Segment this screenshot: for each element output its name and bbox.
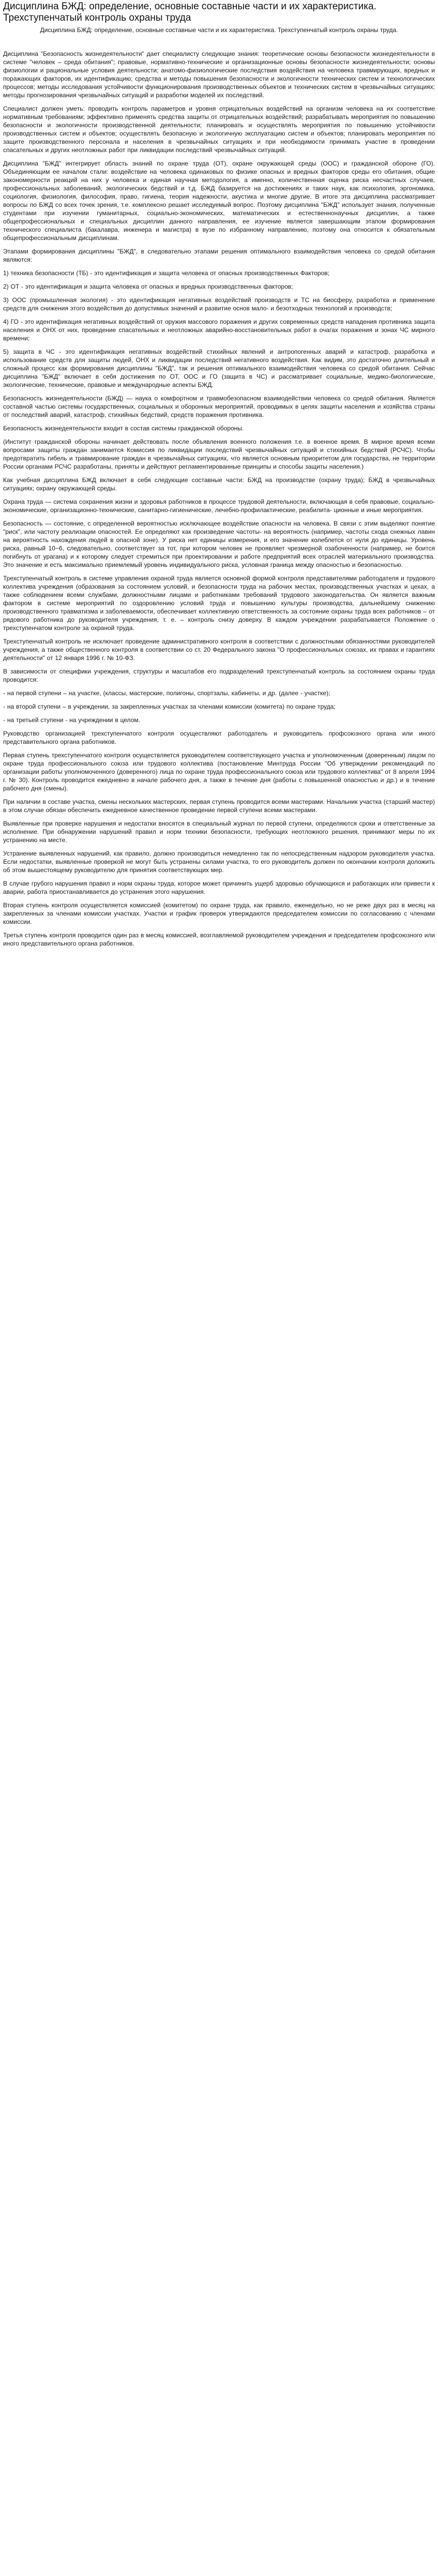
article-paragraph: При наличии в составе участка, смены нескольких мастерских, первая ступень проводится всеми мастерами. Начальник участка (старший мастер) в этом случае обязан обеспечить ежедневное качественное проведение первой ступени всеми мастерами. (3, 798, 435, 814)
article-paragraph: Вторая ступень контроля осуществляется комиссией (комитетом) по охране труда, как правило, еженедельно, но не реже двух раз в месяц на закрепленных за членами комиссии участках. Участки и график проверок утверждаются председателем комиссии по согласованию с членами комиссии. (3, 902, 435, 925)
article-body (3, 50, 435, 948)
article-paragraph: Охрана труда — система сохранения жизни и здоровья работников в процессе трудовой деятельности, включающая в себя правовые, социально-экономические, организационно-технические, санитарно-гигиенические, лечебно-профилактические, реабилита- ционные и иные мероприятия. (3, 498, 435, 514)
article-paragraph: 4) ГО - это идентификация негативных воздействий от оружия массового поражения и других современных средств нападения противника защита населения и ОНХ от них, проведение спасательных и неотложных аварийно-восстановительных работ в очагах поражения и зонах ЧС мирного времени; (3, 318, 435, 342)
article-paragraph: Специалист должен уметь: проводить контроль параметров и уровня отрицательных воздействий на организм человека на их соответствие нормативным требованиям; эффективно применять средства защиты от отрицательных воздействий; разрабатывать мероприятия по повышению безопасности и экологичности производственной деятельности; планировать и осуществлять мероприятия по повышению устойчивости производственных систем и объектов; осуществлять безопасную и экологичную эксплуатацию систем и объектов; планировать мероприятия по защите производственного персонала и населения в чрезвычайных ситуациях и при необходимости принимать участие в проведении спасательных и других неотложных работ при ликвидации последствий чрезвычайных ситуаций. (3, 105, 435, 154)
article-paragraph: - на первой ступени – на участке, (классы, мастерские, полигоны, спортзалы, кабинеты, и др. (далее - участке); (3, 690, 330, 697)
article-paragraph: Этапами формирования дисциплины "БЖД", в следовательно этапами решения оптимального взаимодействия человека со средой обитания являются: (3, 248, 435, 263)
article-paragraph: Выявленные при проверке нарушения и недостатки вносятся в специальный журнал по первой ступени, определяются сроки и ответственные за исполнение. При обнаружении нарушений правил и норм техники безопасности, требующих неотложного решения, принимают меры по их устранению на месте. (3, 820, 435, 844)
article-paragraph: Первая ступень трехступенчатого контроля осуществляется руководителем соответствующего участка и уполномоченным (доверенным) лицом по охране труда профессионального союза или трудового коллектива (постановление Минтруда России "Об утверждении рекомендаций по организации работы уполномоченного (доверенного) лица по охране труда профессионального союза или трудового коллектива" от 8 апреля 1994 г. № 30). Контроль проводится ежедневно в начале рабочего дня, а также в течение дня (работы с повышенной опасностью и др.) и в течение рабочего дня (смены). (3, 752, 435, 792)
article-paragraph: Третья ступень контроля проводится один раз в месяц комиссией, возглавляемой руководителем учреждения и председателем профсоюзного или иного представительного органа работников. (3, 932, 435, 947)
article-paragraph: Устранение выявленных нарушений, как правило, должно производиться немедленно так по непосредственным надзором руководителя участка. Если недостатки, выявленные проверкой не могут быть устранены силами участка, то его руководитель должен по окончании контроля доложить об этом вышестоящему руководителю для принятия соответствующих мер. (3, 850, 435, 874)
article-paragraph: 3) ООС (промышленная экология) - это идентификация негативных воздействий производств и ТС на биосферу, разработка и применение средств для снижения этого воздействия до допустимых значений и развитие основ мало- и безотходных технологий и производств; (3, 296, 435, 312)
article-subtitle: Дисциплина БЖД: определение, основные составные части и их характеристика. Трехступенчатый контроль охраны труда. (40, 26, 398, 34)
article-paragraph: - на третьей ступени - на учреждении в целом. (3, 716, 140, 724)
article-paragraph: Дисциплина "БЖД" интегрирует область знаний по охране труда (ОТ), охране окружающей среды (ООС) и гражданской обороне (ГО). Объединяющим ее началом стали: воздействие на человека одинаковых по физике опасных и вредных факторов среды его обитания, общие закономерности реакций на них у человека и единая научная методология, а именно, количественная оценка риска несчастных случаев, профессиональных заболеваний, экологических бедствий и т.д. БЖД базируется на достижениях и таких наук, как психология, эргономика, социология, физиология, философия, право, гигиена, теория надежности, акустика и многие другие. В итоге эта дисциплина рассматривает вопросы по БЖД со всех точек зрения, т.е. комплексно решает исследуемый вопрос. Поэтому дисциплина "БЖД" использует знания, полученные студентами при изучении гуманитарных, социально-экономических, математических и естественнонаучных дисциплин, а также общепрофессиональных и специальных дисциплин данного направления, ее изучение является завершающим этапом формирования технического специалиста (бакалавра, инженера и магистра) в вузе по избранному направлению, поэтому она относится к обязательным общепрофессиональным дисциплинам. (3, 160, 435, 242)
article-paragraph: 1) техника безопасности (ТБ) - это идентификация и защита человека от опасных производственных Факторов; (3, 269, 329, 277)
article-paragraph: В случае грубого нарушения правил и норм охраны труда, которое может причинить ущерб здоровью обучающихся и работающих или привести к аварии, работа приостанавливается до устранения этого нарушения. (3, 880, 435, 895)
article-paragraph: - на второй ступени – в учреждении, за закрепленных участках за членами комиссии (комитета) по охране труда; (3, 703, 336, 710)
article-paragraph: 2) ОТ - это идентификация и защита человека от опасных и вредных производственных факторов; (3, 283, 293, 290)
article-paragraph: 5) защита в ЧС - это идентификация негативных воздействий стихийных явлений и антропогенных аварий и катастроф, разработка и использование средств для защиты людей, ОНХ и ликвидации последствий негативного воздействия. Как видим, это достаточно длительный и сложный процесс как формирования дисциплины "БЖД", так и решения оптимального взаимодействия человека со средой обитания. Сейчас дисциплина "БЖД" включает в себя достижения по ОТ, ООС и ГО (защита в ЧС) и рассматривает социальные, медико-биологические, экологические, технические, правовые и международные аспекты БЖД. (3, 348, 435, 388)
article-paragraph: В зависимости от специфики учреждения, структуры и масштабов его подразделений трехступенчатый контроль за состоянием охраны труда проводится: (3, 668, 435, 683)
article-paragraph: Безопасность — состояние, с определенной вероятностью исключающее воздействие опасности на человека. В связи с этим выделяют понятие "риск", или частоту реализации опасностей. Ее определяют как произведение частоты- на вероятность (например, частоты схода снежных лавин на вероятность нахождения людей в опасной зоне). У риска нет единицы измерения, и его значение колеблется от нуля до единицы. Уровень риска, равный 10−6, следовательно, соответствует за тот, при котором человек не проявляет чрезмерной озабоченности (например, не боится погибнуть от урагана) и к которому следует стремиться при проектировании и работе предприятий всех отраслей материального производства. Это значение и есть максимально приемлемый уровень индивидуального риска, условная граница между опасностью и безопасностью. (3, 520, 435, 568)
article-paragraph: Дисциплина "Безопасность жизнедеятельности" дает специалисту следующие знания: теоретические основы безопасности жизнедеятельности в системе "человек – среда обитания"; правовые, нормативно-технические и организационные основы безопасности жизнедеятельности; основы физиологии и рациональные условия деятельности; анатомо-физиологические последствия воздействия на человека травмирующих, вредных и поражающих факторов, их идентификацию; средства и методы повышения безопасности и экологичности технических систем и технологических процессов; методы исследования устойчивости функционирования производственных объектов и технических систем в чрезвычайных ситуациях; методы прогнозирования чрезвычайных ситуаций и разработки моделей их последствий. (3, 50, 435, 99)
article-paragraph: Как учебная дисциплина БЖД включает в себя следующие составные части: БЖД на производстве (охрану труда); БЖД в чрезвычайных ситуациях; охрану окружающей среды. (3, 476, 435, 492)
article-paragraph: Безопасность жизнедеятельности (БЖД) — наука о комфортном и травмобезопасном взаимодействии человека со средой обитания. Является составной частью системы государственных, социальных и оборонных мероприятий, проводимых в целях защиты населения и хозяйства страны от последствий аварий, катастроф, стихийных бедствий, средств поражения противника. (3, 395, 435, 418)
article-paragraph: Трехступенчатый контроль в системе управления охраной труда является основной формой контроля представителями работодателя и трудового коллектива учреждения (образования за состоянием условий, и безопасности труда на рабочих местах, производственных участках и цехах, а также соблюдением всеми службами, должностными лицами и работниками требований трудового законодательства. Он является важным фактором в системе мероприятий по оздоровлению условий труда и повышению культуры производства, дальнейшему снижению производственного травматизма и заболеваемости, обеспечивает коллективную ответственность за состояние охраны труда всех работников – от рядового работника до руководителя учреждения, т. е. – контроль снизу доверху. В каждом учреждении разрабатывается Положение о трехступенчатом контроле за охраной труда. (3, 575, 435, 632)
article-paragraph: Безопасность жизнедеятельности входит в состав системы гражданской обороны. (3, 425, 244, 432)
article-page (0, 0, 438, 963)
article-title: Дисциплина БЖД: определение, основные составные части и их характеристика. Трехступенчатый контроль охраны труда (3, 1, 376, 23)
article-paragraph: Руководство организацией трехступенчатого контроля осуществляют работодатель и руководитель профсоюзного органа или иного представительного органа работников. (3, 730, 435, 745)
article-paragraph: (Институт гражданской обороны начинает действовать после объявления военного положения т.е. в военное время. В мирное время всеми вопросами защиты граждан занимается Комиссия по ликвидации последствий чрезвычайных ситуаций и стихийных бедствий (РСЧС). Чтобы предотвратить гибель и травмирование граждан в чрезвычайных ситуациях, что является основным приоритетом для государства, не территории России органами РСЧС разработаны, приняты и действуют регламентированные принципы и способы защиты населения.) (3, 438, 435, 470)
article-paragraph: Трехступенчатый контроль не исключает проведение административного контроля в соответствии с должностными обязанностями руководителей учреждения, а также общественного контроля в соответствии со ст. 20 Федерального закона "О профессиональных союзах, их правах и гарантиях деятельности" от 12 января 1996 г. № 10-ФЗ. (3, 638, 435, 662)
